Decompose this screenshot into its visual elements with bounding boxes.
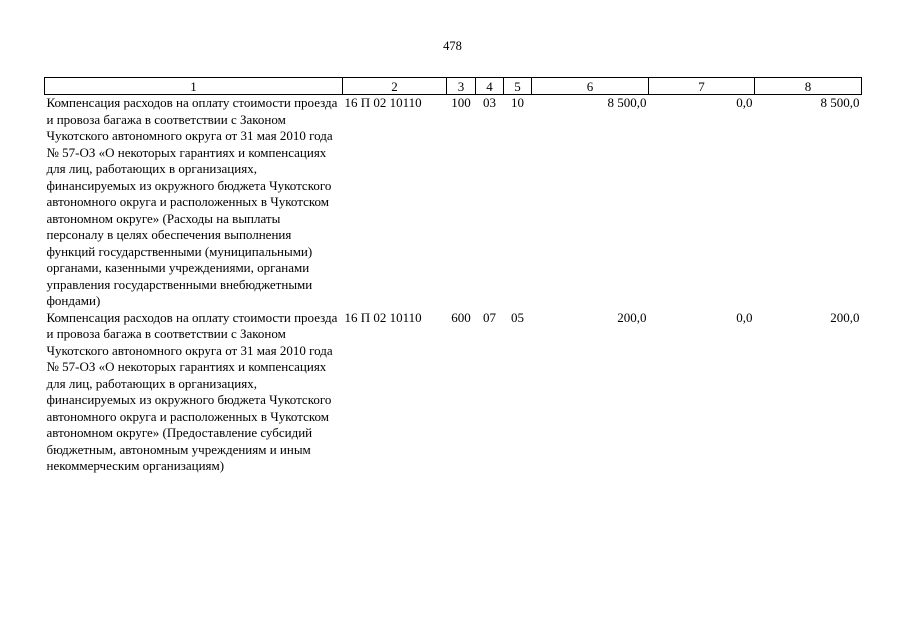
row-section: 03 — [483, 95, 496, 110]
header-col-7: 7 — [649, 78, 755, 95]
header-col-8: 8 — [755, 78, 862, 95]
row-amount-col6: 200,0 — [617, 309, 647, 325]
row-amount-col8: 8 500,0 — [820, 95, 860, 110]
row-expense-type: 600 — [451, 309, 471, 325]
row-name: Компенсация расходов на оплату стоимости проезда и провоза багажа в соответствии с Законом Чукотского автономного округа от 31 мая 2010 года № 57-ОЗ «О некоторых гарантиях и компенсациях для лиц, работающих в организациях, финансируемых из окружного бюджета Чукотского автономного округа и расположенных в Чукотском автономном округе» (Расходы на выплаты персоналу в целях обеспечения выполнения функций государственными (муниципальными) органами, казенными учреждениями, органами управления государственными внебюджетными фондами) — [46, 95, 338, 308]
header-col-6: 6 — [532, 78, 649, 95]
row-expense-type: 100 — [451, 95, 471, 110]
header-col-5: 5 — [504, 78, 532, 95]
row-amount-col6: 8 500,0 — [607, 95, 647, 110]
header-row — [45, 78, 862, 95]
header-col-4: 4 — [476, 78, 504, 95]
row-amount-col8: 200,0 — [830, 309, 860, 325]
row-amount-col7: 0,0 — [736, 309, 753, 325]
header-col-2: 2 — [343, 78, 447, 95]
row-section: 07 — [483, 309, 496, 325]
row-name: Компенсация расходов на оплату стоимости проезда и провоза багажа в соответствии с Законом Чукотского автономного округа от 31 мая 2010 года № 57-ОЗ «О некоторых гарантиях и компенсациях для лиц, работающих в организациях, финансируемых из окружного бюджета Чукотского автономного округа и расположенных в Чукотском автономном округе» (Предоставление субсидий бюджетным, автономным учреждениям и иным некоммерческим организациям) — [46, 309, 338, 473]
table-row — [45, 95, 862, 310]
header-col-1: 1 — [45, 78, 343, 95]
row-subsection: 10 — [511, 95, 524, 110]
row-amount-col7: 0,0 — [736, 95, 753, 110]
header-col-3: 3 — [447, 78, 476, 95]
budget-table — [44, 77, 862, 475]
table-row — [45, 310, 862, 475]
row-subsection: 05 — [511, 309, 524, 325]
row-target-code: 16 П 02 10110 — [344, 309, 422, 325]
page-number: 478 — [443, 39, 462, 53]
row-target-code: 16 П 02 10110 — [344, 95, 422, 110]
